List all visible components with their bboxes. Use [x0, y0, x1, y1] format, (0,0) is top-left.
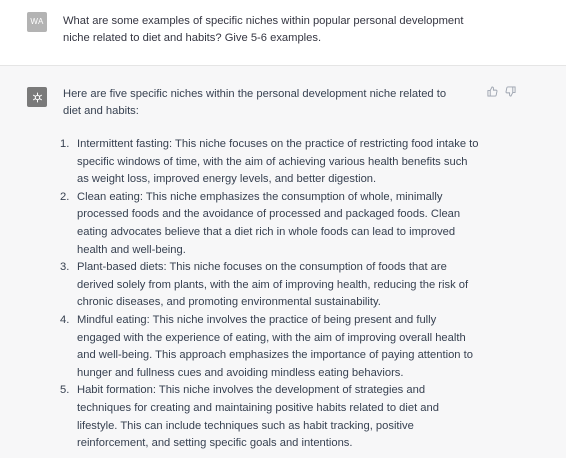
assistant-intro-text: Here are five specific niches within the personal development niche related to diet and habits: [63, 88, 447, 117]
list-item [60, 312, 480, 382]
thumbs-up-icon[interactable] [486, 85, 498, 97]
user-avatar: WA [27, 12, 47, 32]
list-item-number: 2. [60, 190, 70, 203]
thumbs-down-icon[interactable] [504, 85, 516, 97]
list-item-text: Mindful eating: This niche involves the practice of being present and fully engaged with the experience of eating, with the aim of improving overall health and well-being. This approach emphasizes the importance of paying attention to hunger and fullness cues and avoiding mindless eating behaviors. [77, 313, 473, 379]
list-item [60, 382, 480, 452]
list-item [60, 136, 480, 189]
list-item-text: Intermittent fasting: This niche focuses on the practice of restricting food intake to specific windows of time, with the aim of achieving various health benefits such as weight loss, improved energy levels, and better digestion. [77, 138, 479, 186]
list-item [60, 189, 480, 259]
list-item-number: 1. [60, 138, 70, 150]
list-item-number: 3. [60, 261, 70, 274]
feedback-buttons [486, 85, 516, 97]
list-item-text: Clean eating: This niche emphasizes the consumption of whole, minimally processed foods and the avoidance of processed and packaged foods. Clean eating advocates believe that a diet rich in whole foods can lead to improved health and well-being. [77, 190, 461, 256]
list-item-text: Plant-based diets: This niche focuses on the consumption of foods that are derived solely from plants, with the aim of improving health, reducing the risk of chronic diseases, and promoting environmental sustainability. [77, 261, 469, 309]
assistant-message [0, 66, 566, 458]
list-item-number: 4. [60, 313, 70, 326]
list-item-number: 5. [60, 384, 70, 397]
user-message-text: What are some examples of specific niches within popular personal development niche related to diet and habits? Give 5-6 examples. [63, 15, 464, 44]
niche-list [60, 136, 480, 453]
user-message [0, 0, 566, 66]
list-item-text: Habit formation: This niche involves the development of strategies and techniques for creating and maintaining positive habits related to diet and lifestyle. This can include techniques such as habit tracking, positive reinforcement, and setting specific goals and intentions. [77, 384, 439, 450]
list-item [60, 259, 480, 312]
openai-logo-icon [27, 87, 47, 107]
